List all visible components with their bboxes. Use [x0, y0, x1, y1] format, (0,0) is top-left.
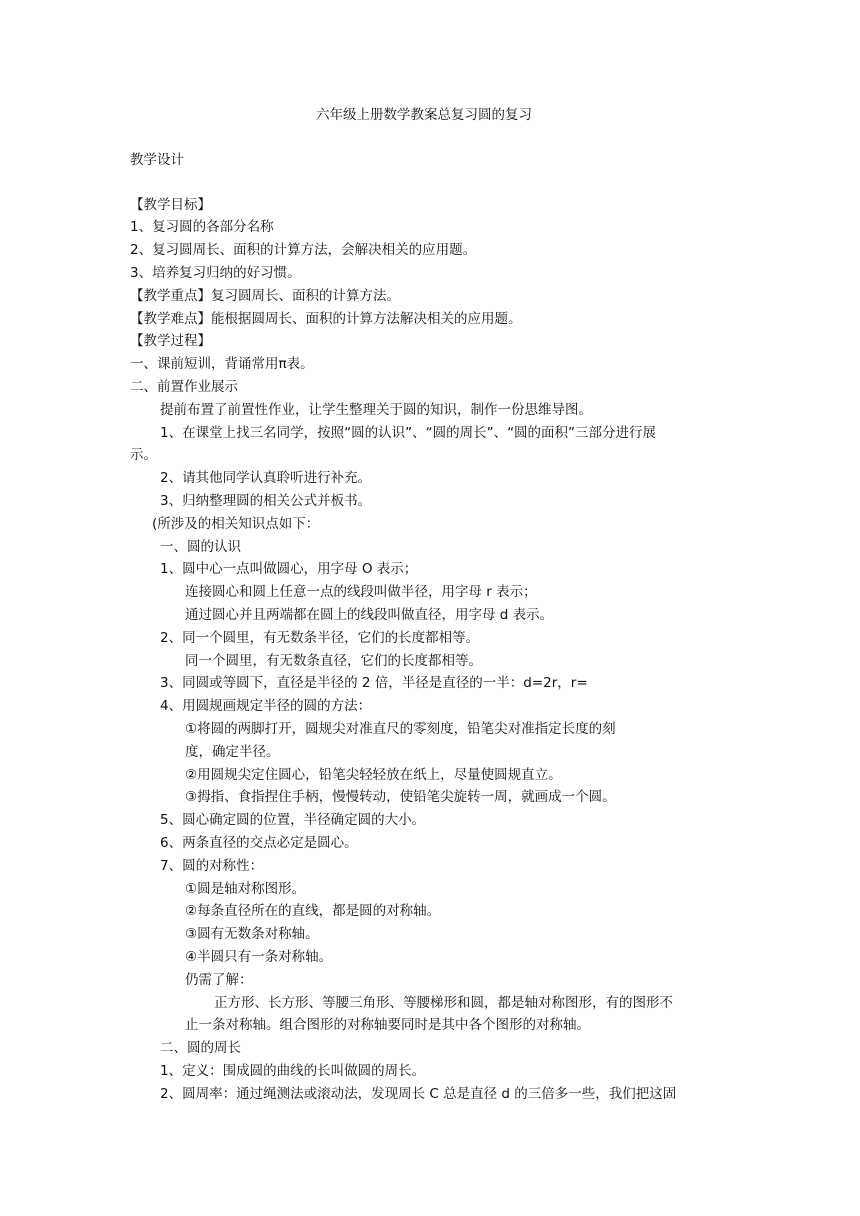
document-title: 六年级上册数学教案总复习圆的复习 — [316, 107, 532, 123]
text-line: 1、在课堂上找三名同学，按照“圆的认识”、“圆的周长”、“圆的面积”三部分进行展 — [160, 425, 657, 441]
text-line: 3、归纳整理圆的相关公式并板书。 — [160, 493, 372, 509]
text-line: 度，确定半径。 — [185, 744, 280, 760]
text-line: 1、定义：围成圆的曲线的长叫做圆的周长。 — [160, 1063, 426, 1079]
section-heading: 教学设计 — [130, 152, 184, 168]
text-line: 二、圆的周长 — [160, 1040, 241, 1056]
text-line: 3、培养复习归纳的好习惯。 — [130, 265, 301, 281]
text-line: 4、用圆规画规定半径的圆的方法： — [160, 698, 372, 714]
text-line: ③拇指、食指捏住手柄，慢慢转动，使铅笔尖旋转一周，就画成一个圆。 — [185, 789, 616, 805]
text-line: 示。 — [130, 447, 157, 463]
text-line: 3、同圆或等圆下，直径是半径的 2 倍，半径是直径的一半：d=2r，r= — [160, 675, 588, 691]
text-line: 正方形、长方形、等腰三角形、等腰梯形和圆，都是轴对称图形，有的图形不 — [214, 995, 673, 1011]
text-line: ②用圆规尖定住圆心，铅笔尖轻轻放在纸上，尽量使圆规直立。 — [185, 767, 562, 783]
text-line: 7、圆的对称性： — [160, 858, 264, 874]
text-line: ①圆是轴对称图形。 — [185, 881, 306, 897]
text-line: 一、圆的认识 — [160, 539, 241, 555]
text-line: 一、课前短训，背诵常用π表。 — [130, 356, 314, 372]
text-line: 仍需了解： — [185, 972, 253, 988]
text-line: 【教学过程】 — [130, 333, 211, 349]
text-line: 【教学目标】 — [130, 197, 211, 213]
text-line: 2、同一个圆里，有无数条半径，它们的长度都相等。 — [160, 630, 480, 646]
text-line: 1、圆中心一点叫做圆心，用字母 O 表示； — [160, 561, 418, 577]
text-line: 【教学难点】能根据圆周长、面积的计算方法解决相关的应用题。 — [130, 311, 522, 327]
text-line: 【教学重点】复习圆周长、面积的计算方法。 — [130, 288, 400, 304]
text-line: ③圆有无数条对称轴。 — [185, 926, 319, 942]
text-line: 同一个圆里，有无数条直径，它们的长度都相等。 — [185, 653, 482, 669]
text-line: 2、圆周率：通过绳测法或滚动法，发现周长 C 总是直径 d 的三倍多一些，我们把这固 — [160, 1086, 677, 1102]
text-line: 1、复习圆的各部分名称 — [130, 219, 274, 235]
text-line: 二、前置作业展示 — [130, 379, 238, 395]
text-line: 2、请其他同学认真聆听进行补充。 — [160, 470, 372, 486]
text-line: 6、两条直径的交点必定是圆心。 — [160, 835, 358, 851]
text-line: 5、圆心确定圆的位置，半径确定圆的大小。 — [160, 812, 426, 828]
text-line: ①将圆的两脚打开，圆规尖对准直尺的零刻度，铅笔尖对准指定长度的刻 — [185, 721, 616, 737]
text-line: 2、复习圆周长、面积的计算方法，会解决相关的应用题。 — [130, 242, 477, 258]
text-line: 提前布置了前置性作业，让学生整理关于圆的知识，制作一份思维导图。 — [160, 402, 592, 418]
text-line: 通过圆心并且两端都在圆上的线段叫做直径，用字母 d 表示。 — [185, 607, 554, 623]
text-line: (所涉及的相关知识点如下： — [152, 516, 320, 532]
text-line: 止一条对称轴。组合图形的对称轴要同时是其中各个图形的对称轴。 — [185, 1017, 590, 1033]
text-line: ④半圆只有一条对称轴。 — [185, 949, 333, 965]
text-line: ②每条直径所在的直线，都是圆的对称轴。 — [185, 903, 441, 919]
text-line: 连接圆心和圆上任意一点的线段叫做半径，用字母 r 表示； — [185, 584, 537, 600]
